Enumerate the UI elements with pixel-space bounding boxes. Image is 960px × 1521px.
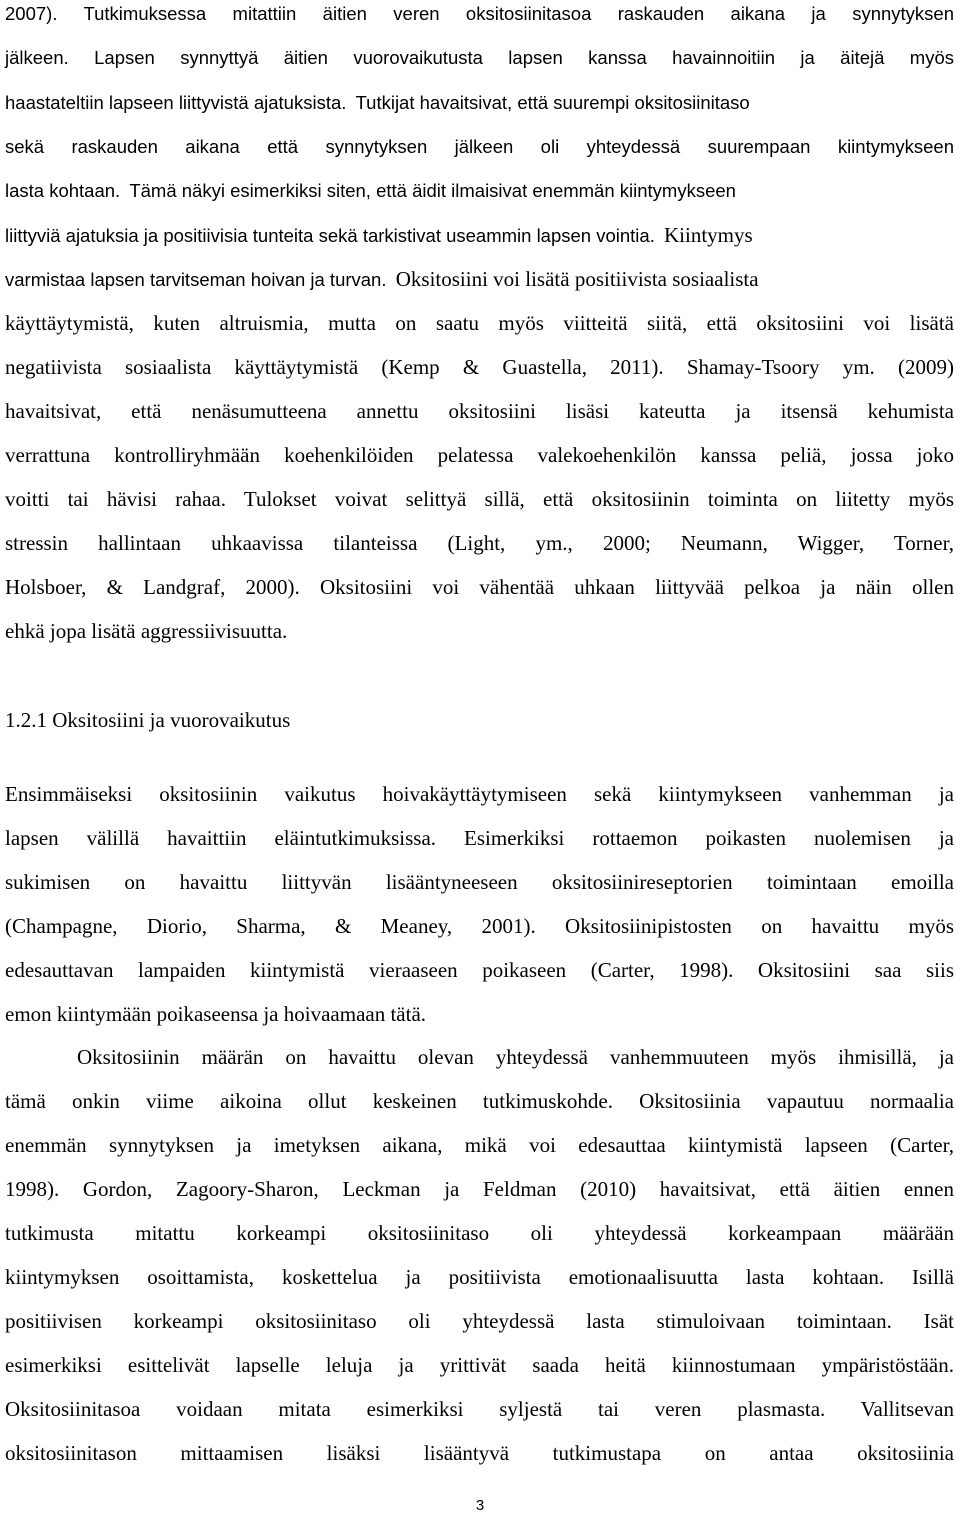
text-line <box>5 265 759 293</box>
text-line: voitti tai hävisi rahaa. Tulokset voivat selittyä sillä, että oksitosiinin toiminta on liitetty myös <box>5 487 954 511</box>
text-line <box>5 177 736 205</box>
text-line: lapsen välillä havaittiin eläintutkimuksissa. Esimerkiksi rottaemon poikasten nuolemisen ja <box>5 826 954 850</box>
text-line: sukimisen on havaittu liittyvän lisääntyneeseen oksitosiinireseptorien toimintaan emoilla <box>5 870 954 894</box>
text-line: negatiivista sosiaalista käyttäytymistä (Kemp & Guastella, 2011). Shamay-Tsoory ym. (2009) <box>5 355 954 379</box>
text-line: Holsboer, & Landgraf, 2000). Oksitosiini voi vähentää uhkaan liittyvää pelkoa ja näin ollen <box>5 575 954 599</box>
text-run: lasta kohtaan. <box>5 180 121 201</box>
text-line <box>5 221 753 249</box>
text-line: edesauttavan lampaiden kiintymistä vieraaseen poikaseen (Carter, 1998). Oksitosiini saa siis <box>5 958 954 982</box>
text-line: oksitosiinitason mittaamisen lisäksi lisääntyvä tutkimustapa on antaa oksitosiinia <box>5 1441 954 1465</box>
text-line: verrattuna kontrolliryhmään koehenkilöiden pelatessa valekoehenkilön kanssa peliä, jossa joko <box>5 443 954 467</box>
text-line: havaitsivat, että nenäsumutteena annettu oksitosiini lisäsi kateutta ja itsensä kehumista <box>5 399 954 423</box>
text-line: Oksitosiinitasoa voidaan mitata esimerkiksi syljestä tai veren plasmasta. Vallitsevan <box>5 1397 954 1421</box>
text-line: tämä onkin viime aikoina ollut keskeinen tutkimuskohde. Oksitosiinia vapautuu normaalia <box>5 1089 954 1113</box>
text-line: esimerkiksi esittelivät lapselle leluja ja yrittivät saada heitä kiinnostumaan ympäristöstään. <box>5 1353 954 1377</box>
text-line: 1998). Gordon, Zagoory-Sharon, Leckman ja Feldman (2010) havaitsivat, että äitien ennen <box>5 1177 954 1201</box>
section-heading: 1.2.1 Oksitosiini ja vuorovaikutus <box>5 708 291 732</box>
text-line: (Champagne, Diorio, Sharma, & Meaney, 2001). Oksitosiinipistosten on havaittu myös <box>5 914 954 938</box>
text-line: sekä raskauden aikana että synnytyksen jälkeen oli yhteydessä suurempaan kiintymykseen <box>5 136 954 157</box>
text-line: Ensimmäiseksi oksitosiinin vaikutus hoivakäyttäytymiseen sekä kiintymykseen vanhemman ja <box>5 782 954 806</box>
text-run: varmistaa lapsen tarvitseman hoivan ja turvan. <box>5 269 387 290</box>
text-line: 2007). Tutkimuksessa mitattiin äitien veren oksitosiinitasoa raskauden aikana ja synnytyksen <box>5 3 954 24</box>
text-line: käyttäytymistä, kuten altruismia, mutta on saatu myös viitteitä siitä, että oksitosiini voi lisätä <box>5 311 954 335</box>
text-line: enemmän synnytyksen ja imetyksen aikana, mikä voi edesauttaa kiintymistä lapseen (Carter, <box>5 1133 954 1157</box>
text-line: tutkimusta mitattu korkeampi oksitosiinitaso oli yhteydessä korkeampaan määrään <box>5 1221 954 1245</box>
text-line: stressin hallintaan uhkaavissa tilanteissa (Light, ym., 2000; Neumann, Wigger, Torner, <box>5 531 954 555</box>
text-run: Tutkijat havaitsivat, että suurempi oksitosiinitaso <box>355 92 750 113</box>
text-run: liittyviä ajatuksia ja positiivisia tunteita sekä tarkistivat useammin lapsen vointia. <box>5 225 655 246</box>
text-line: ehkä jopa lisätä aggressiivisuutta. <box>5 619 288 643</box>
text-run: Kiintymys <box>664 223 753 247</box>
text-line: kiintymyksen osoittamista, koskettelua ja positiivista emotionaalisuutta lasta kohtaan. Isillä <box>5 1265 954 1289</box>
text-line: Oksitosiinin määrän on havaittu olevan yhteydessä vanhemmuuteen myös ihmisillä, ja <box>77 1045 954 1069</box>
text-line: jälkeen. Lapsen synnyttyä äitien vuorovaikutusta lapsen kanssa havainnoitiin ja äitejä myös <box>5 47 954 68</box>
text-run: Tämä näkyi esimerkiksi siten, että äidit ilmaisivat enemmän kiintymykseen <box>129 180 736 201</box>
text-run: haastateltiin lapseen liittyvistä ajatuksista. <box>5 92 347 113</box>
text-line: positiivisen korkeampi oksitosiinitaso oli yhteydessä lasta stimuloivaan toimintaan. Isät <box>5 1309 954 1333</box>
text-run: Oksitosiini voi lisätä positiivista sosiaalista <box>395 267 759 291</box>
text-line: emon kiintymään poikaseensa ja hoivaamaan tätä. <box>5 1002 427 1026</box>
page-number: 3 <box>475 1497 485 1514</box>
text-line <box>5 89 750 117</box>
